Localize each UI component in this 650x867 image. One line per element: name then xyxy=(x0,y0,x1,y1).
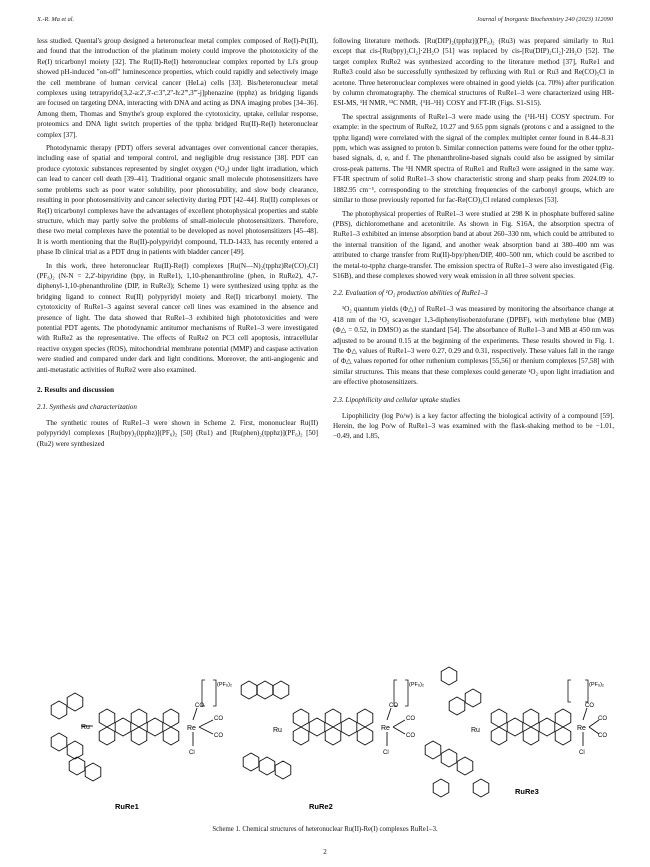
section-heading: 2. Results and discussion xyxy=(37,385,115,394)
paragraph: following literature methods. [Ru(DIP)₂(tpphz)](PF₆)₂ (Ru3) was prepared similarly to Ru1 except that cis-[Ru(bpy)₂Cl₂]·2H₂O [51] was replaced by cis-[Ru(DIP)₂Cl₂]·2H₂O [52]. The target complex RuRe2 was synthesized according to the literature method [37], RuRe1 and RuRe3 could also be successfully synthesized by refluxing with Ru1 or Ru3 and Re(CO)₅Cl in acetone. Three heteronuclear complexes were obtained in good yields (ca. 70%) after purification by column chromatography. The chemical structures of RuRe1–3 were characterized using HR-ESI-MS, ¹H NMR, ¹³C NMR, {¹H–¹H} COSY and FT-IR (Figs. S1-S15). xyxy=(333,37,614,108)
paragraph: Photodynamic therapy (PDT) offers several advantages over conventional cancer therapies, including ease of spatial and temporal control, and negligible drug resistance [38]. PDT can produce cytotoxic substances represented by singlet oxygen (¹O₂) under light irradiation, which can lead to cancer cell death [39–41]. Traditional organic small molecule photosensitizers have some problems such as poor water solubility, poor photostability, and slow body clearance, resulting in poor photosensitivity and cancer selectivity during PDT [42–44]. Ru(II) complexes or Re(I) tricarbonyl complexes have the advantages of excellent photophysical properties and stable structure, which may partly solve the problems of small-molecule photosensitizers. Therefore, these two metal complexes have the potential to be developed as novel photosensitizers [45–48]. It is worth mentioning that the Ru(II)-polypyridyl compound, TLD-1433, has recently entered a phase Ib clinical trial as a PDT drug in patients with bladder cancer [49]. xyxy=(37,144,318,257)
subsection-heading: 2.2. Evaluation of ¹O₂ production abilities of RuRe1–3 xyxy=(333,289,488,298)
paragraph: ¹O₂ quantum yields (Φ△) of RuRe1–3 was measured by monitoring the absorbance change at 418 nm of the ¹O₂ scavenger 1,3-diphenylisobenzofurane (DPBF), with methylene blue (MB) (Φ△ = 0.52, in DMSO) as the standard [54]. The absorbance of RuRe1–3 and MB at 450 nm was adjusted to be around 0.15 at the beginning of the experiments. These results showed in Fig. 1. The Φ△ values of RuRe1–3 were 0.27, 0.29 and 0.31, respectively. These values fall in the range of Φ△ values reported for other ruthenium complexes [55,56] or rhenium complexes [57,58] with similar structures. This means that these complexes could generate ¹O₂ upon light irradiation and are effective photosensitizers. xyxy=(333,305,614,387)
chemical-structures-scheme xyxy=(37,662,613,820)
page-number: 2 xyxy=(323,848,327,856)
paragraph: In this work, three heteronuclear Ru(II)-Re(I) complexes [Ru(N—N)₂(tpphz)Re(CO)₃Cl](PF₆)₂ (N-N = 2,2'-bipyridine (bpy, in RuRe1), 1,10-phenanthroline (phen, in RuRe2), 4,7-diphenyl-1,10-phenanthroline (DIP, in RuRe3); Scheme 1) were synthesized using tpphz as the bridging ligand to connect Ru(II) polypyridyl moiety and Re(I) tricarbonyl moiety. The cytotoxicity of RuRe1–3 against several cancer cell lines was examined in the absence and presence of light. The data showed that RuRe1–3 exhibited high phototoxicities and were potential PDT agents. The photodynamic antitumor mechanisms of RuRe1–3 were investigated with RuRe2 as the representative. The effects of RuRe2 on PC3 cell apoptosis, intracellular reactive oxygen species (ROS), mitochondrial membrane potential (MMP) and caspase activation were studied and compared under dark and light conditions. Moreover, the anti-angiogenic and anti-metastatic activities of RuRe2 were also examined. xyxy=(37,261,318,374)
rure2-structure xyxy=(241,680,424,811)
co-label: CO xyxy=(389,703,398,709)
cl-label: Cl xyxy=(189,750,195,756)
paragraph: Lipophilicity (log Po/w) is a key factor affecting the biological activity of a compound [59]. Herein, the log Po/w of RuRe1–3 was examined with the flask-shaking method to be −1.01, −0.49, and 1.85, xyxy=(333,411,614,441)
paragraph: less studied. Quental's group designed a heteronuclear metal complex composed of Re(I)-Pt(II), and found that the introduction of the platinum moiety could improve the phototoxicity of the Re(I) tricarbonyl moiety [32]. The Ru(II)-Re(I) heteronuclear complex reported by Li's group showed pH-induced "on-off" luminescence properties, which could rapidly and selectively image the cell membrane of human cervical cancer (HeLa) cells [33]. Bis/heteronuclear metal complexes using tetrapyrido[3,2-a:2',3'-c:3'',2''-h:2''',3'''-j]phenazine (tpphz) as bridging ligands are focused on targeting DNA, interacting with DNA and acting as DNA imaging probes [34–36]. Among them, Thomas and Smythe's group explored the cytotoxicity, uptake, cellular response, proteomics and DNA light switch properties of the tpphz bridged Ru(II)-Re(I) heteronuclear complex [37]. xyxy=(37,37,318,139)
co-label: CO xyxy=(195,703,204,709)
co-label: CO xyxy=(214,716,223,722)
running-header-journal: Journal of Inorganic Biochemistry 240 (2023) 112090 xyxy=(476,16,613,23)
right-column xyxy=(333,36,614,445)
paragraph: The photophysical properties of RuRe1–3 were studied at 298 K in phosphate buffered saline (PBS), dichloromethane and acetonitrile. As shown in Fig. S16A, the absorption spectra of RuRe1–3 exhibited an intense absorption band at about 260–330 nm, which could be attributed to the internal transition of the ligand, and another weak absorption band at 380–400 nm was attributed to charge transfer from Ru(II)-bpy/phen/DIP, 400–500 nm, which could be ascribed to the metal-to-tpphz charge-transfer. The emission spectra of RuRe1–3 were also investigated (Fig. S16B), and these complexes showed very weak emission in all three solvent species. xyxy=(333,209,614,280)
counterion-label: (PF₆)₂ xyxy=(409,682,425,688)
subsection-heading: 2.1. Synthesis and characterization xyxy=(37,403,137,411)
co-label: CO xyxy=(598,733,607,739)
scheme-caption: Scheme 1. Chemical structures of heteronuclear Ru(II)-Re(I) complexes RuRe1–3. xyxy=(212,826,438,833)
ru-center-label: Ru xyxy=(81,724,90,731)
ru-center-label: Ru xyxy=(273,727,282,734)
co-label: CO xyxy=(406,733,415,739)
re-center-label: Re xyxy=(381,725,390,732)
ru-center-label: Ru xyxy=(471,727,480,734)
rure3-label: RuRe3 xyxy=(515,787,539,796)
co-label: CO xyxy=(598,716,607,722)
paragraph: The synthetic routes of RuRe1–3 were shown in Scheme 2. First, mononuclear Ru(II) polypyridyl complexes [Ru(bpy)₂(tpphz)](PF₆)₂ [50] (Ru1) and [Ru(phen)₂(tpphz)](PF₆)₂ [50] (Ru2) were synthesized xyxy=(37,419,318,448)
co-label: CO xyxy=(585,703,594,709)
co-label: CO xyxy=(214,733,223,739)
subsection-heading: 2.3. Lipophilicity and cellular uptake studies xyxy=(333,395,461,404)
co-label: CO xyxy=(406,716,415,722)
rure2-label: RuRe2 xyxy=(309,802,333,811)
rure3-structure xyxy=(425,667,607,797)
paragraph: The spectral assignments of RuRe1–3 were made using the {¹H-¹H} COSY spectrum. For example: in the spectrum of RuRe2, 10.27 and 9.65 ppm signals (protons c and a assigned to the tpphz ligand) were correlated with the signal of the complex multiplet center found in 8.44–8.31 ppm, which was assigned to proton b. Similar connection patterns were found for the other tpphz-based signals, d, e, and f. The phenanthroline-based signals could also be assigned by similar cross-peak patterns. The ¹H NMR spectra of RuRe1 and RuRe3 were assigned in the same way. FT-IR spectrum of solid RuRe1–3 show characteristic strong and sharp peaks from 2024.09 to 1882.95 cm⁻¹, corresponding to the stretching frequencies of the carbonyl groups, which are similar to those previously reported for fac-Re(CO)₃Cl related complexes [53]. xyxy=(333,112,614,205)
cl-label: Cl xyxy=(579,750,585,756)
cl-label: Cl xyxy=(383,750,389,756)
running-header-authors: X.-R. Ma et al. xyxy=(37,16,75,23)
left-column xyxy=(37,36,318,452)
rure1-label: RuRe1 xyxy=(115,802,139,811)
rure1-structure xyxy=(51,680,232,811)
re-center-label: Re xyxy=(187,725,196,732)
counterion-label: (PF₆)₂ xyxy=(217,682,233,688)
re-center-label: Re xyxy=(577,725,586,732)
counterion-label: (PF₆)₂ xyxy=(589,682,605,688)
